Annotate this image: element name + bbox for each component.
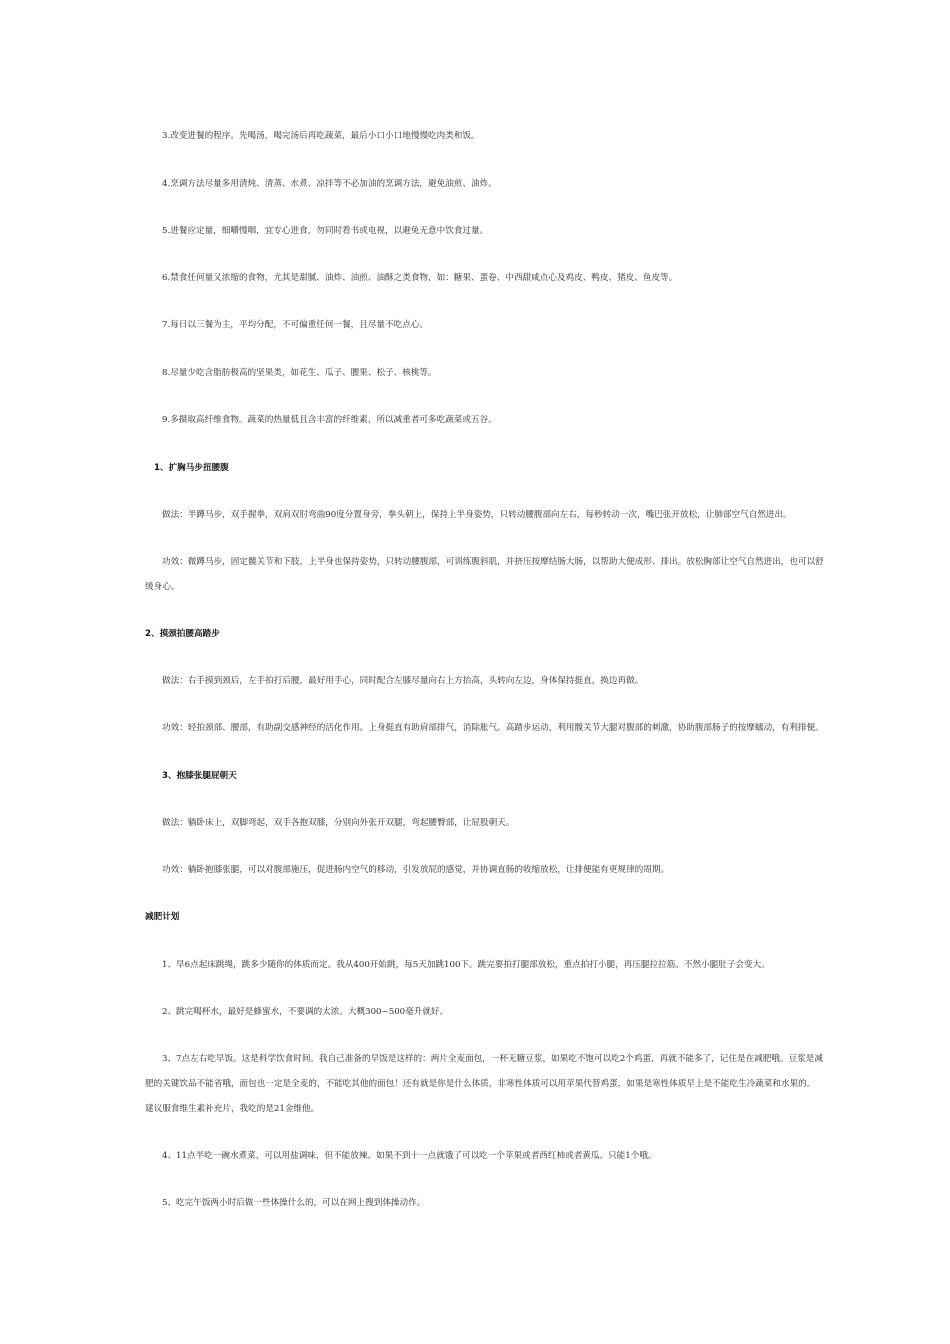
diet-rule-9: 9.多摄取高纤维食物。蔬菜的热量低且含丰富的纤维素，所以减重者可多吃蔬菜或五谷。 bbox=[162, 415, 497, 425]
plan-item-1: 1、早6点起床跳绳，跳多少随你的体质而定。我从400开始跳，每5天加跳100下。跳完要拍打腿部放松，重点拍打小腿，再压腿拉拉筋。不然小腿肚子会变大。 bbox=[162, 960, 770, 970]
plan-item-4: 4、11点半吃一碗水煮菜，可以用盐调味，但不能放辣。如果不到十一点就饿了可以吃一个苹果或者西红柿或者黄瓜。只能1个哦。 bbox=[162, 1151, 657, 1161]
exercise-1-method: 做法：半蹲马步，双手握拳，双肩双肘弯曲90度分置身旁，拳头朝上，保持上半身姿势，只转动腰腹部向左右，每秒转动一次，嘴巴张开放松，让肺部空气自然进出。 bbox=[162, 510, 792, 520]
exercise-3-method: 做法：躺卧床上，双脚弯起，双手各抱双膝，分别向外张开双腿，弯起腰臀部，让屁股朝天。 bbox=[162, 818, 515, 828]
plan-item-3: 3、7点左右吃早饭。这是科学饮食时间。我自己准备的早饭是这样的：两片全麦面包，一杯无糖豆浆，如果吃不饱可以吃2个鸡蛋，再就不能多了，记住是在减肥哦。豆浆是减 bbox=[162, 1054, 823, 1064]
plan-item-2: 2、跳完喝杯水，最好是蜂蜜水，不要调的太浓。大概300~500毫升就好。 bbox=[162, 1007, 449, 1017]
plan-item-3-cont2: 建议服食维生素补充片，我吃的是21金维他。 bbox=[145, 1104, 320, 1114]
plan-item-5: 5、吃完午饭两小时后做一些体操什么的，可以在网上搜到体操动作。 bbox=[162, 1198, 426, 1208]
plan-item-3-cont: 肥的关键饮品不能省哦，面包也一定是全麦的，不能吃其他的面包！还有就是你是什么体质，非寒性体质可以用苹果代替鸡蛋，如果是寒性体质早上是不能吃生冷蔬菜和水果的。 bbox=[145, 1079, 816, 1089]
diet-rule-6: 6.禁食任何量又浓缩的食物，尤其是甜腻、油炸、油煎、油酥之类食物，如：糖果、蛋卷、中西甜咸点心及鸡皮、鸭皮、猪皮、鱼皮等。 bbox=[162, 273, 678, 283]
plan-title: 减肥计划 bbox=[145, 912, 180, 922]
exercise-3-effect: 功效：躺卧抱膝张腿，可以对腹部施压，促进肠内空气的移动，引发放屁的感觉，并协调直肠的收缩放松，让排便能有更规律的周期。 bbox=[162, 865, 670, 875]
diet-rule-8: 8.尽量少吃含脂肪极高的坚果类，如花生、瓜子、腰果、松子、核桃等。 bbox=[162, 368, 437, 378]
exercise-1-effect-cont: 缓身心。 bbox=[145, 582, 180, 592]
diet-rule-4: 4.烹调方法尽量多用清炖、清蒸、水煮、凉拌等不必加油的烹调方法，避免油煎、油炸。 bbox=[162, 179, 497, 189]
diet-rule-5: 5.进餐应定量，细嚼慢咽，宜专心进食，勿同时看书或电视，以避免无意中饮食过量。 bbox=[162, 226, 489, 236]
exercise-1-effect: 功效：微蹲马步，固定髋关节和下肢，上半身也保持姿势，只转动腰腹部，可训练腹斜肌，并挤压按摩结肠大肠，以帮助大便成形、排出。放松胸部让空气自然进出，也可以舒 bbox=[162, 557, 824, 567]
exercise-3-title: 3、抱膝张腿屁朝天 bbox=[162, 771, 237, 781]
exercise-1-title: 1、扩胸马步扭腰腹 bbox=[154, 463, 229, 473]
diet-rule-7: 7.每日以三餐为主，平均分配，不可偏重任何一餐，且尽量不吃点心。 bbox=[162, 320, 429, 330]
exercise-2-effect: 功效：轻拍颈部、腰部，有助副交感神经的活化作用。上身挺直有助肩部排气，消除胀气。高踏步运动，利用髋关节大腿对腹部的刺激，协助腹部肠子的按摩蠕动，有利排便。 bbox=[162, 723, 824, 733]
diet-rule-3: 3.改变进餐的程序。先喝汤，喝完汤后再吃蔬菜，最后小口小口地慢慢吃肉类和饭。 bbox=[162, 131, 480, 141]
exercise-2-method: 做法：右手摸到颈后，左手拍打后腰，最好用手心，同时配合左膝尽量向右上方抬高，头转向左边，身体保持挺直，换边再做。 bbox=[162, 676, 644, 686]
exercise-2-title: 2、摸颈拍腰高踏步 bbox=[145, 629, 220, 639]
